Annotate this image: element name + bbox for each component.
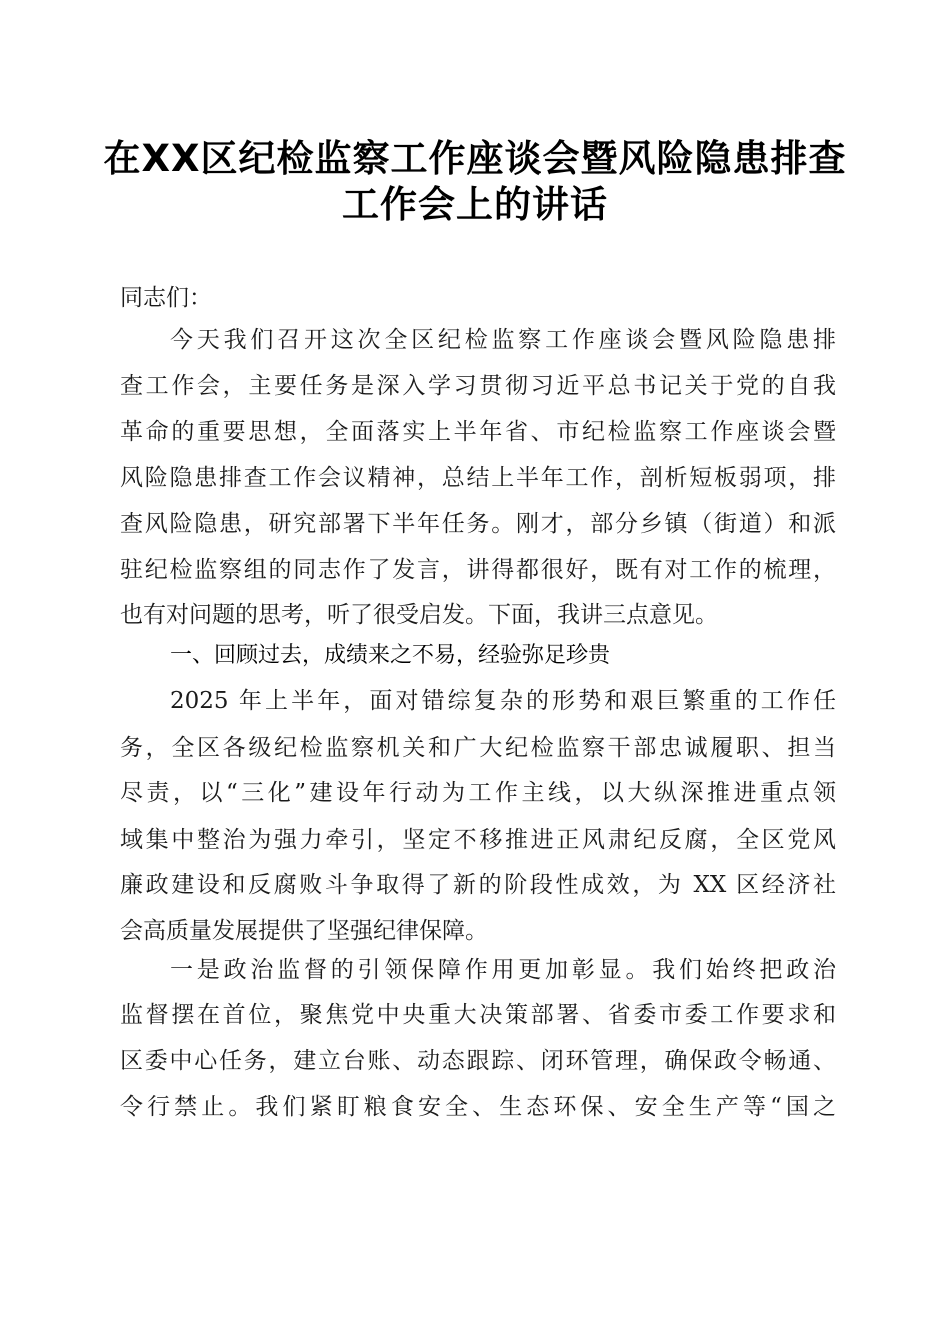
paragraph-line: 2025 年上半年，面对错综复杂的形势和艰巨繁重的工作任: [170, 688, 836, 714]
paragraph-line: 域集中整治为强力牵引，坚定不移推进正风肃纪反腐，全区党风: [120, 827, 836, 853]
paragraph-line: 今天我们召开这次全区纪检监察工作座谈会暨风险隐患排: [170, 327, 836, 353]
paragraph-line: 尽责，以“三化”建设年行动为工作主线，以大纵深推进重点领: [120, 780, 836, 806]
salutation: 同志们：: [120, 285, 212, 311]
paragraph-line: 查工作会，主要任务是深入学习贯彻习近平总书记关于党的自我: [120, 373, 836, 399]
paragraph-line: 革命的重要思想，全面落实上半年省、市纪检监察工作座谈会暨: [120, 419, 836, 445]
paragraph-line: 查风险隐患，研究部署下半年任务。刚才，部分乡镇（街道）和派: [120, 511, 836, 537]
paragraph-line: 廉政建设和反腐败斗争取得了新的阶段性成效，为 XX 区经济社: [120, 872, 836, 898]
paragraph-line: 监督摆在首位，聚焦党中央重大决策部署、省委市委工作要求和: [120, 1002, 836, 1028]
paragraph-line: 会高质量发展提供了坚强纪律保障。: [120, 918, 488, 944]
paragraph-line: 令行禁止。我们紧盯粮食安全、生态环保、安全生产等“国之: [120, 1094, 836, 1120]
section-heading-1: 一、回顾过去，成绩来之不易，经验弥足珍贵: [170, 643, 611, 668]
paragraph-line: 务，全区各级纪检监察机关和广大纪检监察干部忠诚履职、担当: [120, 735, 836, 761]
document-title-line-2: 工作会上的讲话: [342, 183, 608, 226]
paragraph-line: 也有对问题的思考，听了很受启发。下面，我讲三点意见。: [120, 602, 718, 628]
document-title-line-1: 在XX区纪检监察工作座谈会暨风险隐患排查: [103, 137, 847, 180]
paragraph-line: 驻纪检监察组的同志作了发言，讲得都很好，既有对工作的梳理，: [120, 557, 836, 583]
paragraph-line: 一是政治监督的引领保障作用更加彰显。我们始终把政治: [170, 957, 836, 983]
paragraph-line: 风险隐患排查工作会议精神，总结上半年工作，剖析短板弱项，排: [120, 465, 836, 491]
paragraph-line: 区委中心任务，建立台账、动态跟踪、闭环管理，确保政令畅通、: [120, 1048, 836, 1074]
